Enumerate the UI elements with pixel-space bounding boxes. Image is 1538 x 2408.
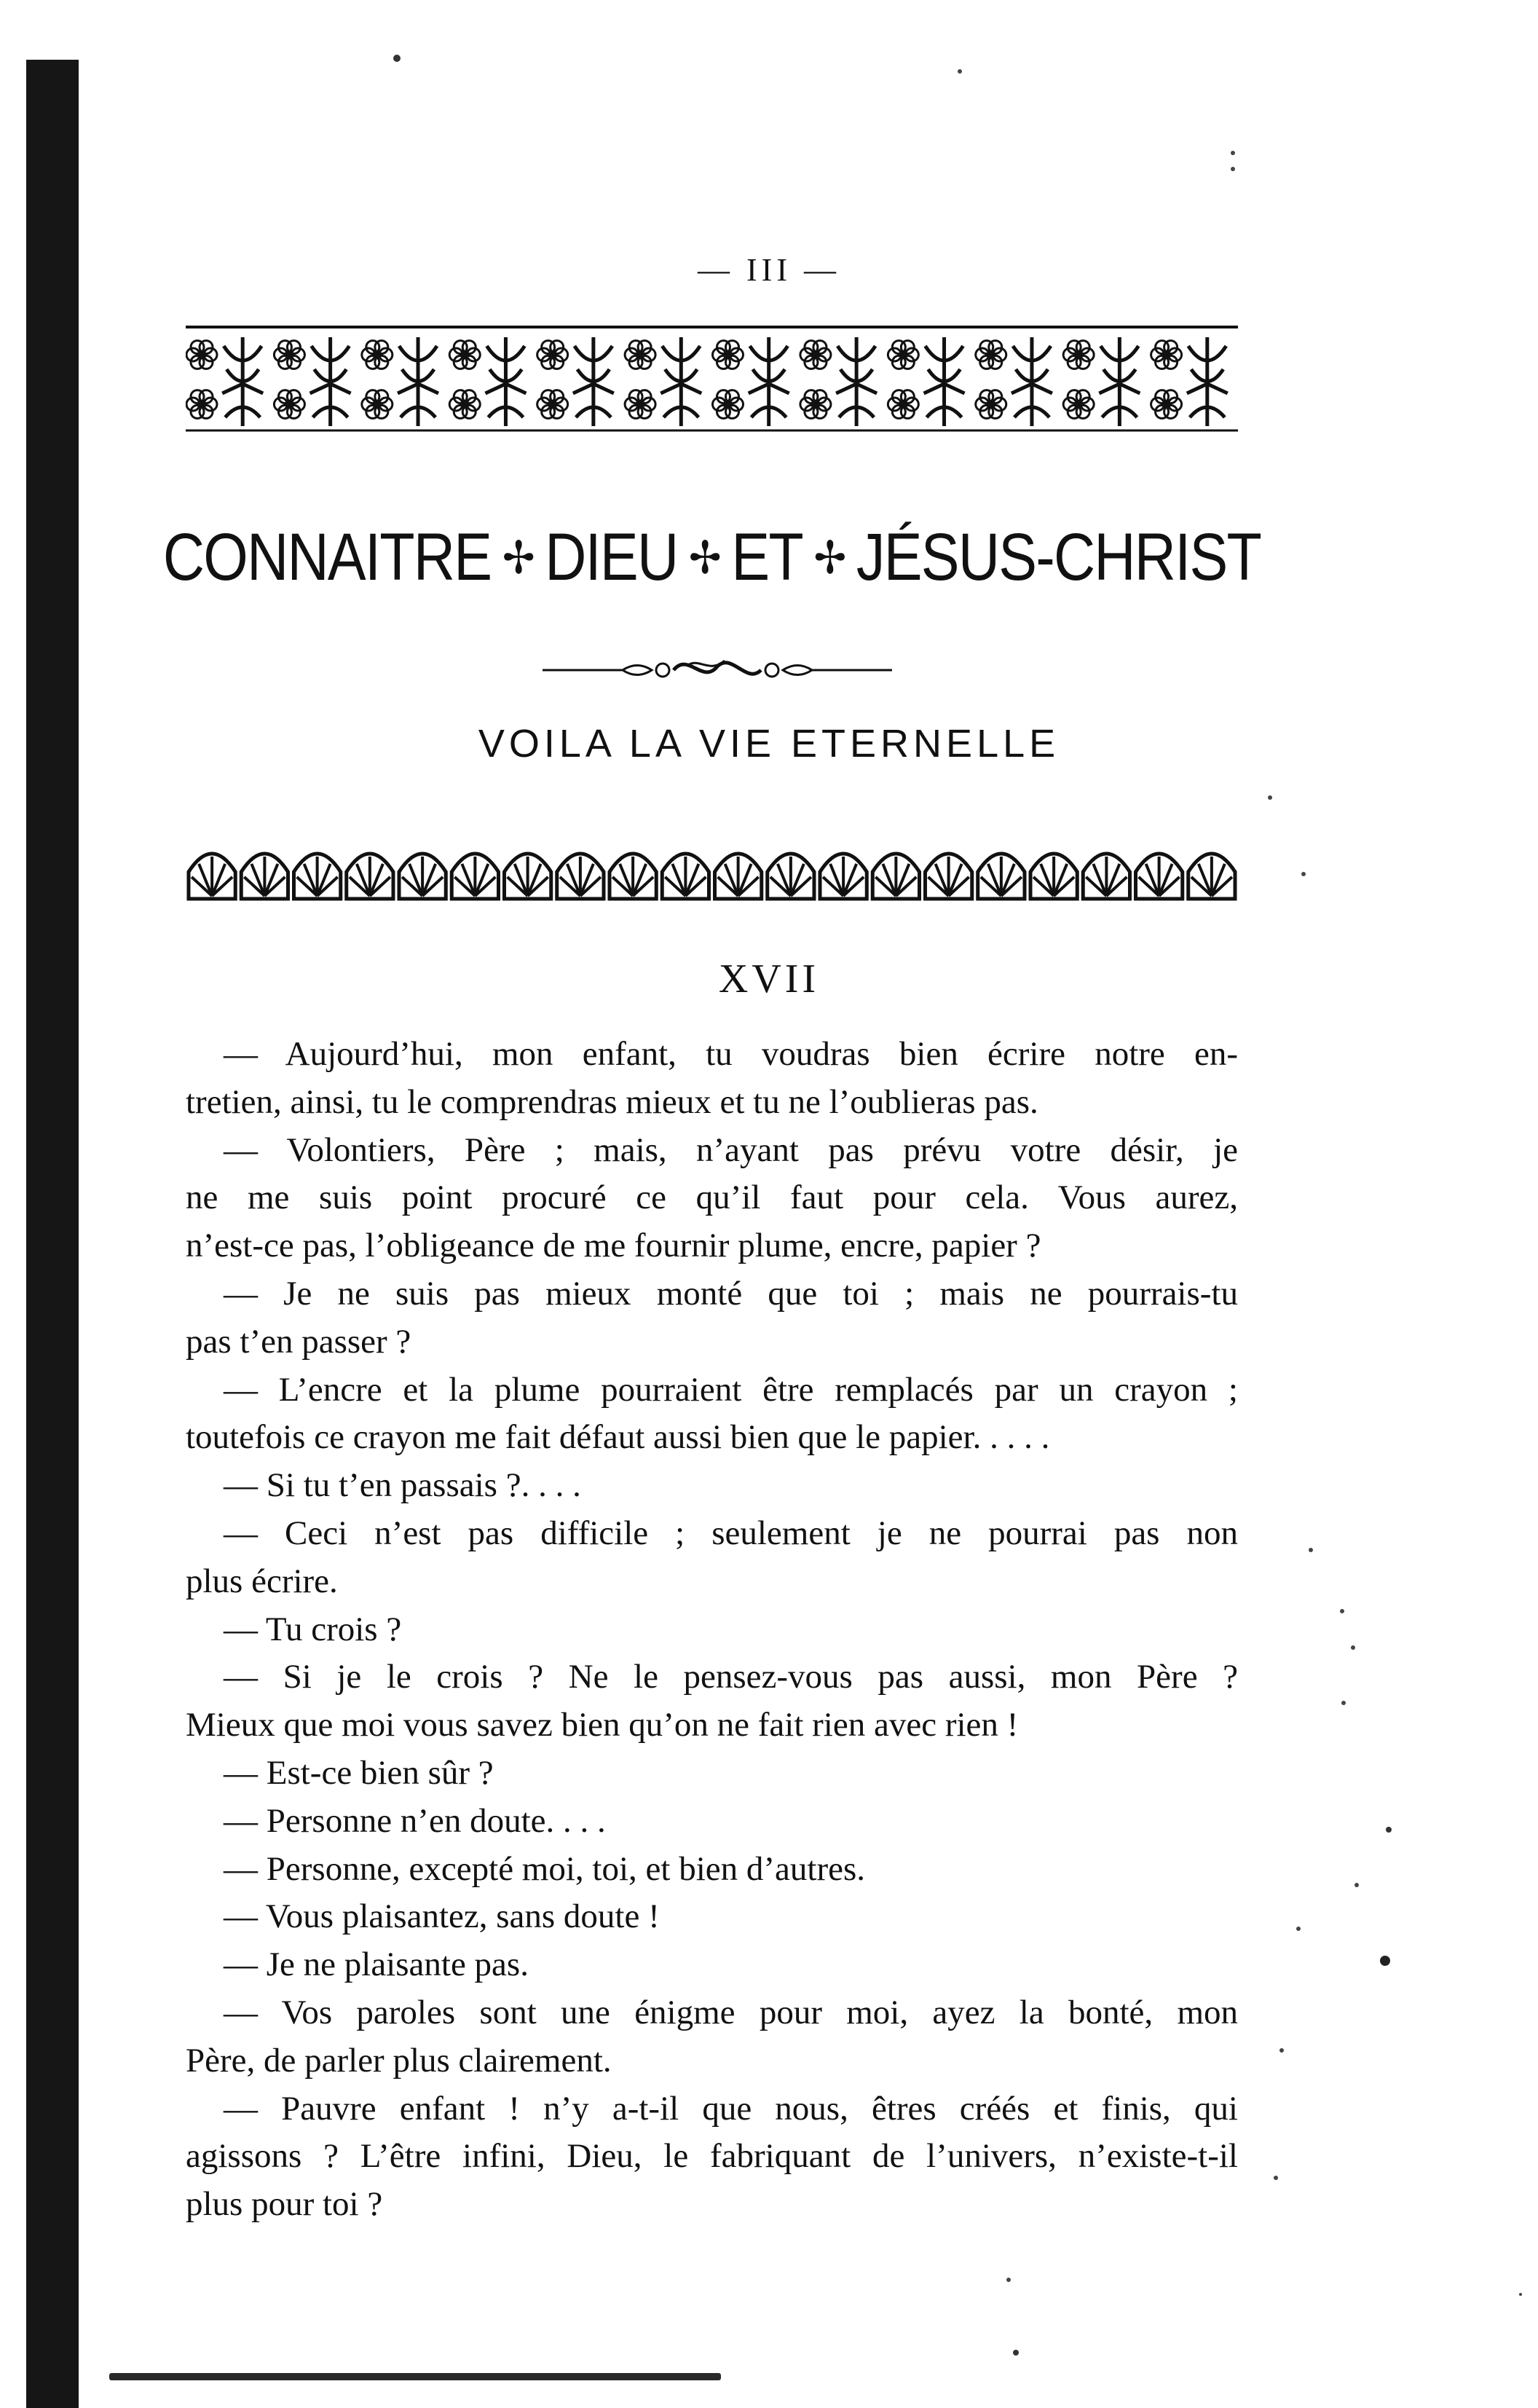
text-line: tretien, ainsi, tu le comprendras mieux et tu ne l’oublieras pas. [186,1082,1038,1121]
text-line: ne me suis point procuré ce qu’il faut pour cela. Vous aurez, [186,1179,1238,1217]
dialogue-text [186,1031,1238,2229]
text-line: — Volontiers, Père ; mais, n’ayant pas prévu votre désir, je [224,1130,1238,1169]
text-line: — Personne, excepté moi, toi, et bien d’autres. [224,1849,865,1888]
dialogue-paragraph [186,1750,1238,1798]
page-number: — III — [698,252,840,288]
text-line: — Pauvre enfant ! n’y a-t-il que nous, êtres créés et finis, qui [224,2089,1238,2128]
dialogue-paragraph [186,2085,1238,2229]
title-word: CONNAITRE [162,519,492,594]
dialogue-paragraph [186,1031,1238,1127]
text-line: — Personne n’en doute. . . . [224,1801,606,1840]
title-word: DIEU [545,519,678,594]
subtitle: VOILA LA VIE ETERNELLE [478,722,1060,766]
dialogue-paragraph [186,1366,1238,1463]
dialogue-paragraph [186,1510,1238,1606]
text-line: — Ceci n’est pas difficile ; seulement je ne pourrai pas non [224,1514,1238,1552]
text-line: — Je ne suis pas mieux monté que toi ; mais ne pourrais-tu [224,1274,1238,1313]
dialogue-paragraph [186,1989,1238,2085]
page-bottom-edge [109,2373,721,2380]
chapter-heading: XVII [718,956,820,1002]
text-line: — L’encre et la plume pourraient être remplacés par un crayon ; [224,1370,1238,1409]
text-line: Mieux que moi vous savez bien qu’on ne fait rien avec rien ! [186,1706,1019,1744]
page-title [162,510,1261,605]
text-line: agissons ? L’être infini, Dieu, le fabriquant de l’univers, n’existe-t-il [186,2137,1238,2176]
binding-edge [26,60,79,2408]
text-line: plus pour toi ? [186,2185,383,2224]
text-line: — Je ne plaisante pas. [224,1945,529,1984]
palmette-band-icon [186,839,1238,905]
text-line: n’est-ce pas, l’obligeance de me fournir plume, encre, papier ? [186,1227,1041,1265]
text-line: — Aujourd’hui, mon enfant, tu voudras bien écrire notre en- [224,1035,1238,1073]
floral-band-icon [186,324,1238,433]
title-separator: ✢ [688,532,720,583]
dialogue-paragraph [186,1846,1238,1894]
dialogue-paragraph [186,1606,1238,1654]
text-line: toutefois ce crayon me fait défaut aussi bien que le papier. . . . . [186,1418,1050,1457]
dialogue-paragraph [186,1653,1238,1750]
flourish-divider-icon [543,652,892,688]
text-line: pas t’en passer ? [186,1322,411,1361]
title-word: JÉSUS-CHRIST [856,519,1261,594]
text-line: Père, de parler plus clairement. [186,2041,612,2080]
dialogue-paragraph [186,1127,1238,1270]
dialogue-paragraph [186,1893,1238,1941]
text-line: — Vos paroles sont une énigme pour moi, ayez la bonté, mon [224,1993,1238,2031]
text-line: — Si tu t’en passais ?. . . . [224,1466,581,1505]
dialogue-paragraph [186,1798,1238,1846]
title-word: ET [731,519,802,594]
text-line: — Est-ce bien sûr ? [224,1753,494,1792]
title-separator: ✢ [502,532,534,583]
text-line: — Tu crois ? [224,1610,402,1648]
text-line: — Vous plaisantez, sans doute ! [224,1897,660,1936]
title-separator: ✢ [813,532,845,583]
dialogue-paragraph [186,1270,1238,1366]
dialogue-paragraph [186,1462,1238,1510]
dialogue-paragraph [186,1941,1238,1989]
text-line: plus écrire. [186,1562,338,1600]
text-line: — Si je le crois ? Ne le pensez-vous pas aussi, mon Père ? [224,1658,1238,1696]
